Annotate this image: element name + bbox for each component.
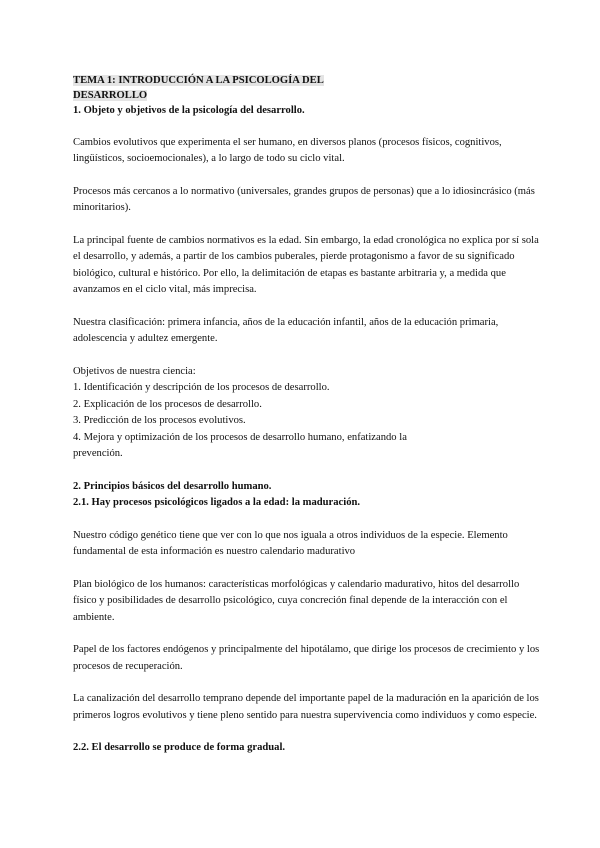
section-1-paragraph-3: La principal fuente de cambios normativos es la edad. Sin embargo, la edad cronológica no explica por sí sola el desarrollo, y además, a partir de los cambios puberales, pierde protagonismo a favor de su significado biológico, cultural e histórico. Por ello, la delimitación de etapas es bastante arbitraria y, a medida que avanzamos en el ciclo vital, más imprecisa. (73, 234, 539, 295)
section-2-1-heading: 2.1. Hay procesos psicológicos ligados a la edad: la maduración. (73, 497, 361, 508)
section-2-1-paragraph-2: Plan biológico de los humanos: características morfológicas y calendario madurativo, hitos del desarrollo físico y posibilidades de desarrollo psicológico, cuya concreción final depende de la interacción con el ambiente. (73, 578, 520, 623)
title-line-2: DESARROLLO (73, 89, 148, 101)
section-2-2-heading: 2.2. El desarrollo se produce de forma gradual. (73, 742, 286, 753)
section-1-heading: 1. Objeto y objetivos de la psicología del desarrollo. (73, 105, 305, 116)
section-1-paragraph-1: Cambios evolutivos que experimenta el ser humano, en diversos planos (procesos físicos, cognitivos, lingüísticos, socioemocionales), a lo largo de todo su ciclo vital. (73, 136, 502, 164)
document-page (73, 74, 543, 757)
section-1-paragraph-4: Nuestra clasificación: primera infancia, años de la educación infantil, años de la educación primaria, adolescencia y adultez emergente. (73, 316, 499, 344)
objective-item: 1. Identificación y descripción de los procesos de desarrollo. (73, 382, 330, 393)
document-title (73, 74, 543, 103)
section-2-1-paragraph-4: La canalización del desarrollo temprano depende del importante papel de la maduración en la aparición de los primeros logros evolutivos y tiene pleno sentido para nuestra supervivencia como individuos y como especie. (73, 693, 539, 721)
section-2-heading: 2. Principios básicos del desarrollo humano. (73, 480, 272, 492)
objectives-intro: Objetivos de nuestra ciencia: (73, 365, 196, 377)
objectives-list (73, 380, 543, 463)
objective-item: 3. Predicción de los procesos evolutivos. (73, 415, 246, 426)
title-line-1: TEMA 1: INTRODUCCIÓN A LA PSICOLOGÍA DEL (73, 75, 324, 86)
objective-item: 2. Explicación de los procesos de desarrollo. (73, 398, 262, 410)
objective-item: 4. Mejora y optimización de los procesos de desarrollo humano, enfatizando la prevención. (73, 431, 407, 459)
section-2-1-paragraph-3: Papel de los factores endógenos y principalmente del hipotálamo, que dirige los procesos de crecimiento y los procesos de recuperación. (73, 644, 540, 672)
section-1-paragraph-2: Procesos más cercanos a lo normativo (universales, grandes grupos de personas) que a lo idiosincrásico (más minoritarios). (73, 185, 535, 213)
section-2-1-paragraph-1: Nuestro código genético tiene que ver con lo que nos iguala a otros individuos de la especie. Elemento fundamental de esta información es nuestro calendario madurativo (73, 529, 508, 557)
